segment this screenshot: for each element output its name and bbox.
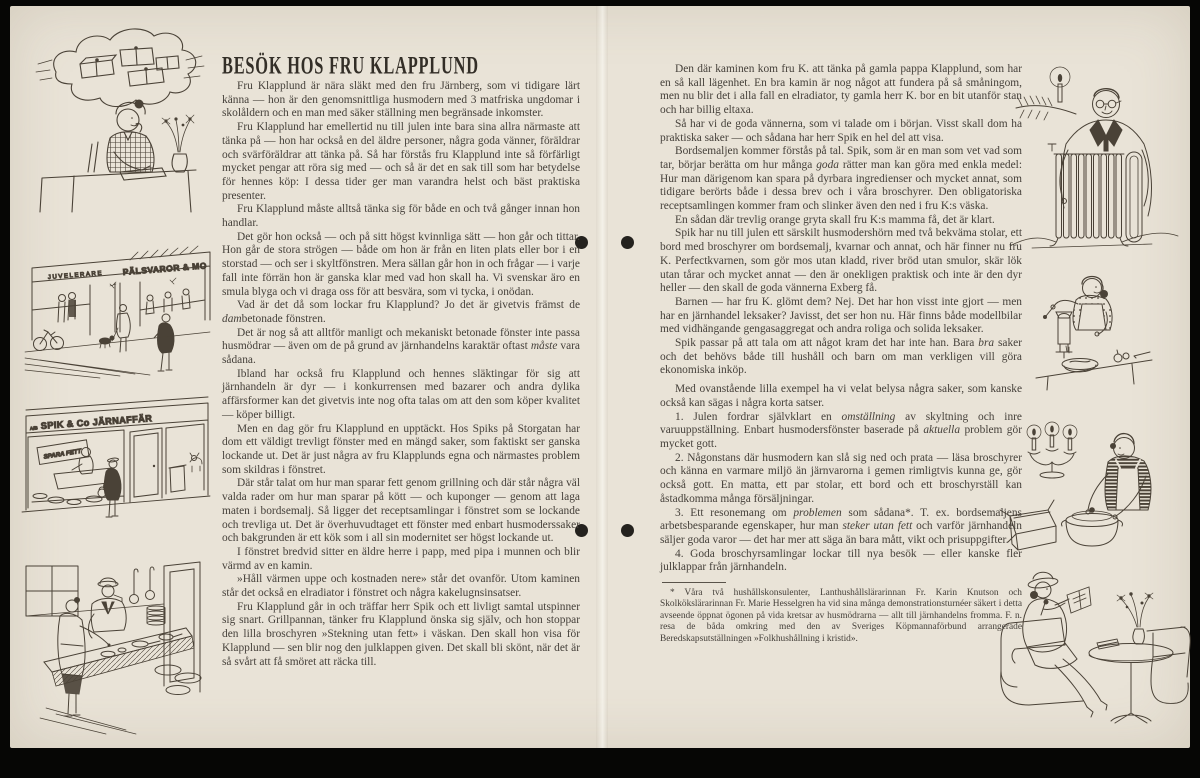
sign-furs: PÄLSVAROR & MO (122, 260, 208, 277)
paragraph: »Håll värmen uppe och kostnaden nere» står det ovanför. Utom kaminen står det också en elradiator i fönstret och några kakelugnsinsatser. (222, 573, 580, 600)
paragraph: Fru Klapplund måste alltså tänka sig för både en och två gånger innan hon handlar. (222, 203, 580, 230)
brochure-spread-page (10, 6, 1190, 748)
paragraph: Barnen — har fru K. glömt dem? Nej. Det har hon visst inte gjort — men har en järnhandel leksaker? Javisst, det ser hon nu. Här finns både modellbilar med vidhängande gengasaggregat och andra roliga och solida leksaker. (660, 295, 1022, 336)
illustration-woman-planning-gifts (28, 20, 210, 215)
punch-hole (621, 524, 634, 537)
right-column-paragraphs (660, 63, 1022, 575)
paragraph: Bordsemaljen kommer förstås på tal. Spik, som är en man som vet vad som tar, börjar berätta om hur många goda rätter man kan göra med enkla medel: Hur man därigenom kan spara på dyrbara ingredienser och mycket annat, som tidigare berörts både i dessa brev och i våra broschyrer. Den obligatoriska receptsamlingen kommer fram och slinker även den ned i fru K:s väska. (660, 145, 1022, 213)
right-text-column (660, 63, 1022, 645)
paragraph: 1. Julen fordrar självklart en omställning av skyltning och inre varuuppställning. Enbart husmodersfönster baserade på aktuella problem gör mycket gott. (660, 410, 1022, 450)
paragraph: Med ovanstående lilla exempel ha vi velat belysa några saker, som kanske också kan sägas i några korta satser. (660, 383, 1022, 409)
illustration-shopping-street (20, 240, 215, 375)
paragraph: Fru Klapplund är nära släkt med den fru Järnberg, som vi tidigare lärt känna — hon är den genomsnittliga husmodern med 3 matfriska ungdomar i skolåldern och en man med säker ställning men begränsade inkomster. (222, 80, 580, 120)
paragraph: 3. Ett resonemang om problemen som sådana*. T. ex. bordsemaljens arbetsbesparande egenskaper, hur man steker utan fett och varför järnhandeln säljer goda varor — det har mer att säga än bara mått, vikt och prisuppgifter. (660, 506, 1023, 546)
paragraph: 2. Någonstans där husmodern kan slå sig ned och prata — läsa broschyrer och känna en varmare miljö än järnvarorna i gemen rimligtvis kunna ge, gör också gott. En matta, ett par stolar, ett bord och ett broschyrställ kan åstadkomma många försäljningar. (660, 451, 1022, 505)
punch-hole (621, 236, 634, 249)
footnote-separator (662, 582, 726, 583)
paragraph: En sådan där trevlig orange gryta skall fru K:s mamma få, det är klart. (675, 213, 995, 226)
paragraph: I fönstret bredvid sitter en äldre herre i papp, med pipa i munnen och blir värmd av en kamin. (222, 545, 580, 572)
left-column-paragraphs (222, 80, 580, 669)
paragraph: Men en dag gör fru Klapplund en upptäckt. Hos Spiks på Storgatan har dom ett väldigt trevligt fönster med en mängd saker, som faktiskt ser ganska lockande ut. Det är just några av fru Klapplunds egna och närmastes problem som skildras i fönstret. (222, 422, 580, 476)
paragraph: Där står talat om hur man sparar fett genom grillning och där står några väl valda rader om hur man sparar på kött — och kuponger — genom att laga maten i bordsemalj. Så ligger det receptsamlingar i fönstret som se lockande och trevliga ut. Det är överhuvudtaget ett fönster med enbart husmoderssaker och bakgrunden är ett kök som i all sin modernitet ser högst lockande ut. (222, 477, 580, 545)
paragraph: Det är nog så att alltför manligt och mekaniskt betonade fönster inte passa husmödrar — även om de på grund av järnhandelns karaktär oftast måste vara sådana. (222, 326, 580, 367)
illustration-man-with-radiator (1002, 58, 1184, 250)
paragraph: 4. Goda broschyrsamlingar lockar till nya besök — eller kanske fler julklappar från järnhandeln. (660, 547, 1022, 574)
paragraph: Den där kaminen kom fru K. att tänka på gamla pappa Klapplund, som har en så kall lägenhet. En bra kamin är nog något att fundera på så småningom, men nu blir det i alla fall en elradiator, ty gamla herr K. bor en bit utanför stan och har billig eltaxa. (660, 63, 1022, 117)
article-title-text: BESÖK HOS FRU KLAPPLUND (222, 50, 479, 80)
footnote (660, 588, 1022, 645)
paragraph: Fru Klapplund har emellertid nu till julen inte bara sina allra närmaste att tänka på — hon har också en del äldre personer, några goda vänner, föräldrar och svärföräldrar att tänka på. Så har förstås fru Klapplund inte så förfärligt mycket pengar att röra sig med — och så är det en sak till som har betydelse för hennes köp: I dessa tider ger man varandra helst och bäst praktiska presenter. (222, 121, 580, 202)
center-fold (596, 6, 608, 748)
illustration-woman-grinding (1012, 272, 1162, 394)
paragraph: Spik har nu till julen ett särskilt husmodershörn med två bekväma stolar, ett bord med broschyrer om bordsemalj, kvarnar och annat, och här finner nu fru K. Perfectkvarnen, som gör mos utan kladd, river bröd utan smulor, skär lök utan tårar och mycket annat — den är onekligen praktisk och inte är den dyr heller — den skall de goda vännerna Exberg få. (660, 227, 1022, 295)
sign-store-name: SPIK & Co JÄRNAFFÄR (40, 413, 153, 431)
paragraph: Ibland har också fru Klapplund och hennes släktingar för sig att järnhandeln är dyr — i konkurrensen med bazarer och andra dylika affärsformer kan det givetvis inte nog ofta talas om att den som köper kvalitet — köper billigt. (222, 367, 580, 421)
left-text-column (222, 44, 580, 669)
sign-store-prefix: A/B (29, 425, 38, 431)
sign-spara-fett: SPARA FETT (43, 447, 82, 461)
sign-jeweler: JUVELERARE (47, 270, 104, 281)
paragraph: * Våra två hushållskonsulenter, Lanthushållslärarinnan Fr. Karin Knutson och Skolkökslärarinnan Fr. Marie Hesselgren ha vid sina många demonstrationsturnéer säkert i detta avseende öppnat ögonen på vida kretsar av husmödrarna — allt till järnhandelns fromma. F. n. resa de båda omkring med den av Sveriges Köpmannaförbund arrangerade Beredskapsutställningen »Folkhushållning i kristid». (660, 588, 1022, 644)
illustration-hardware-storefront (16, 390, 216, 525)
paragraph: Spik passar på att tala om att något kram det har inte han. Bara bra saker och det behövs både till hushåll och barn om man verkligen vill göra ekonomiska inköp. (660, 337, 1022, 377)
paragraph: Så har vi de goda vännerna, som vi talade om i början. Visst skall dom ha praktiska saker — och sådana har herr Spik en hel del att visa. (660, 117, 1022, 144)
illustration-woman-packing-gift (1000, 418, 1180, 558)
paragraph: Fru Klapplund går in och träffar herr Spik och ett livligt samtal utspinner sig snart. Grillpannan, tänker fru Klapplund önska sig själv, och hon stoppar den lilla broschyren »Stekning utan fett» i väskan. Den skall hon visa för Klapplund — sen blir nog den julklappen given. Det skall bli skönt, när det är så svårt att få smöret att räcka till. (222, 600, 580, 668)
paragraph: Vad är det då som lockar fru Klapplund? Jo det är givetvis främst de dambetonade fönstren. (222, 299, 580, 325)
paragraph: Det gör hon också — och på sitt högst kvinnliga sätt — hon går och tittar. Hon går de stora strögen — både om hon är från en liten plats eller bor i en storstad — och ser i skyltfönstren. Mera sällan går hon in och frågar — i varje fall inte förrän hon är ganska klar med vad hon skall ha. Vi svenskar äro en smula blyga och vi draga oss för att besvära, som vi tycka, i onödan. (222, 230, 580, 298)
article-title (222, 44, 580, 80)
illustration-shop-interior (16, 558, 216, 736)
